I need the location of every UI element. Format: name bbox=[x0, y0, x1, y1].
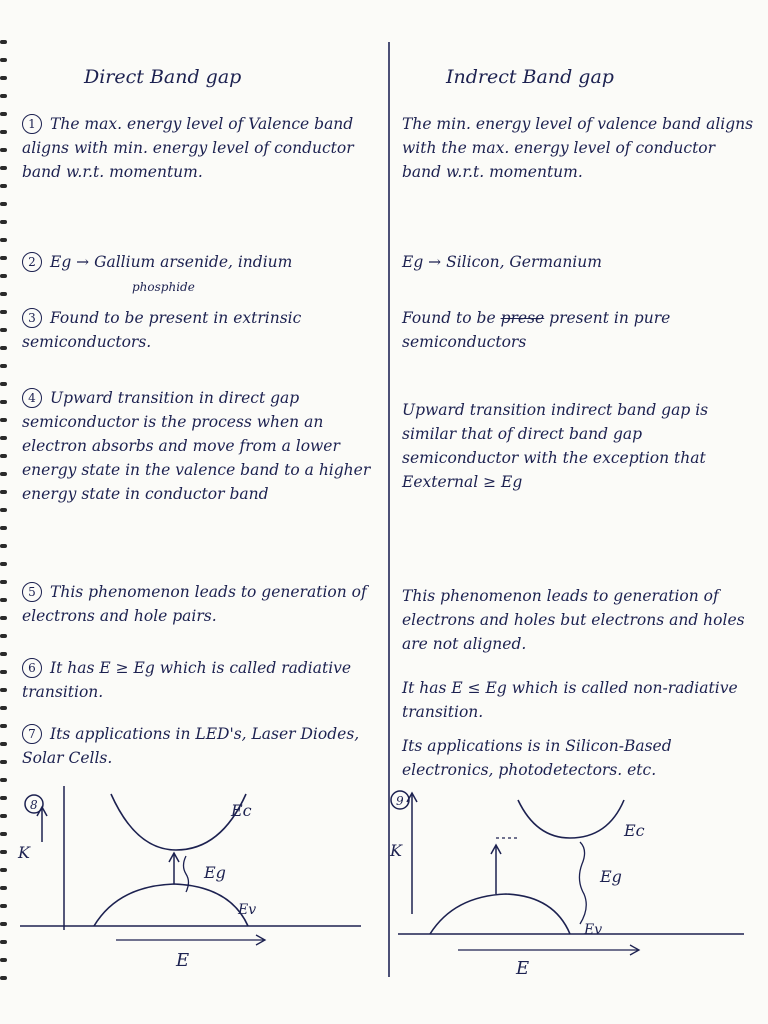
indirect-item-1: The min. energy level of valence band aligns with the max. energy level of conductor band w.r.t. momentum. bbox=[402, 115, 754, 182]
eg-gap-marker bbox=[184, 856, 189, 892]
direct-item-text: The max. energy level of Valence band aligns with min. energy level of conductor band w.r.t. momentum. bbox=[22, 115, 354, 182]
valence-band-curve bbox=[94, 884, 248, 926]
indirect-item-3 bbox=[402, 306, 758, 354]
ec-label: Ec bbox=[624, 821, 645, 840]
item-number: 5 bbox=[22, 582, 42, 602]
eg-gap-marker bbox=[579, 842, 586, 924]
indirect-item-3-pre: Found to be bbox=[402, 309, 496, 327]
direct-item-2 bbox=[22, 250, 382, 298]
ev-label: Ev bbox=[584, 922, 603, 938]
ev-label: Ev bbox=[238, 902, 257, 918]
conduction-band-curve bbox=[518, 800, 624, 838]
indirect-item-4: Upward transition indirect band gap is similar that of direct band gap semiconductor with the exception that Eexternal ≥ Eg bbox=[402, 401, 709, 492]
item-number: 6 bbox=[22, 658, 42, 678]
spiral-binding bbox=[0, 40, 10, 990]
indirect-item-6: It has E ≤ Eg which is called non-radiative transition. bbox=[402, 679, 738, 722]
item-number: 1 bbox=[22, 114, 42, 134]
struck-word: prese bbox=[500, 309, 545, 327]
ec-label: Ec bbox=[231, 801, 252, 820]
item-number: 7 bbox=[22, 724, 42, 744]
direct-item-text: Upward transition in direct gap semiconductor is the process when an electron absorbs and move from a lower energy state in the valence band to a higher energy state in conductor band bbox=[22, 389, 371, 504]
direct-item-4 bbox=[22, 386, 382, 506]
conduction-band-curve bbox=[111, 794, 246, 850]
energy-axis-label: E bbox=[176, 950, 190, 970]
eg-label: Eg bbox=[204, 863, 226, 882]
direct-item-text: This phenomenon leads to generation of electrons and hole pairs. bbox=[22, 583, 367, 626]
item-number: 3 bbox=[22, 308, 42, 328]
diagram-number: 8 bbox=[30, 798, 38, 812]
item-number: 4 bbox=[22, 388, 42, 408]
energy-axis-label: E bbox=[516, 958, 530, 976]
direct-band-diagram bbox=[16, 780, 376, 970]
direct-item-7 bbox=[22, 722, 382, 770]
direct-heading: Direct Band gap bbox=[84, 66, 242, 88]
indirect-item-5: This phenomenon leads to generation of electrons and holes but electrons and holes are not aligned. bbox=[402, 587, 745, 654]
indirect-item-7: Its applications is in Silicon-Based electronics, photodetectors. etc. bbox=[402, 737, 672, 780]
direct-item-text: Its applications in LED's, Laser Diodes, Solar Cells. bbox=[22, 725, 360, 768]
k-axis-label: K bbox=[18, 843, 30, 862]
direct-item-1 bbox=[22, 112, 382, 184]
direct-item-5 bbox=[22, 580, 382, 628]
diagram-number: 9 bbox=[396, 794, 404, 808]
indirect-item-2: Eg → Silicon, Germanium bbox=[402, 253, 602, 271]
indirect-heading: Indrect Band gap bbox=[446, 66, 614, 88]
direct-item-text: Found to be present in extrinsic semiconductors. bbox=[22, 309, 302, 352]
direct-item-6 bbox=[22, 656, 382, 704]
valence-band-curve bbox=[430, 894, 570, 934]
eg-label: Eg bbox=[600, 867, 622, 886]
indirect-band-diagram bbox=[388, 784, 758, 976]
direct-item-3 bbox=[22, 306, 382, 354]
direct-item-text: Eg → Gallium arsenide, indium bbox=[50, 253, 293, 271]
direct-item-subtext: phosphide bbox=[132, 280, 195, 295]
indirect-item-3-post: present in pure semiconductors bbox=[402, 309, 671, 352]
direct-item-text: It has E ≥ Eg which is called radiative transition. bbox=[22, 659, 352, 702]
item-number: 2 bbox=[22, 252, 42, 272]
k-axis-label: K bbox=[390, 841, 402, 860]
